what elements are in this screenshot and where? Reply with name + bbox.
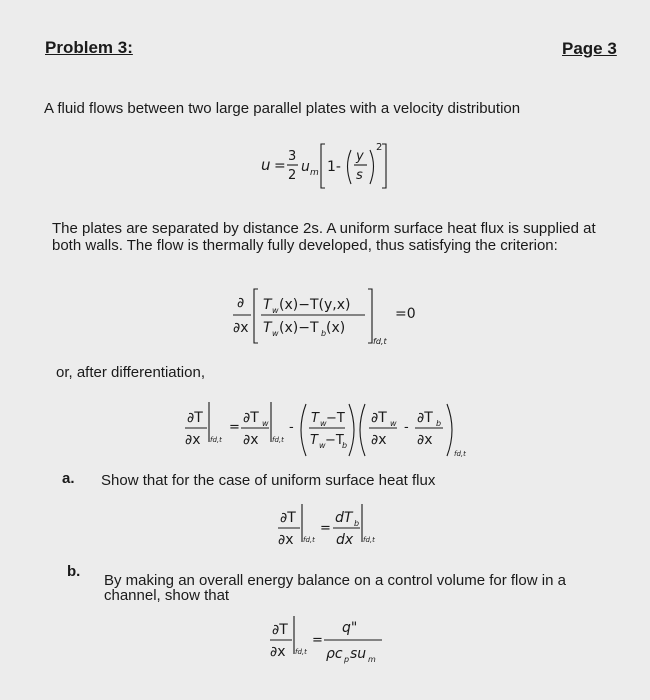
svg-text:∂T: ∂T <box>371 410 387 426</box>
crit-partial: ∂ <box>237 295 245 311</box>
differentiation-text: or, after differentiation, <box>56 364 205 381</box>
svg-text:b: b <box>354 519 360 528</box>
part-a-label: a. <box>62 470 75 487</box>
part-b-text: By making an overall energy balance on a control volume for flow in a channel, show that <box>104 572 566 604</box>
svg-text:∂T: ∂T <box>280 510 296 526</box>
eq-y: y <box>356 149 364 164</box>
svg-text:w: w <box>272 329 279 338</box>
svg-text:(x)−T: (x)−T <box>279 320 319 336</box>
svg-text:∂T: ∂T <box>272 622 288 638</box>
svg-text:w: w <box>262 419 269 428</box>
svg-text:w: w <box>390 419 397 428</box>
svg-text:-: - <box>289 420 294 435</box>
svg-text:w: w <box>272 306 279 315</box>
svg-text:∂T: ∂T <box>417 410 433 426</box>
eq-u: u <box>261 156 271 174</box>
eq-one-minus: 1- <box>327 159 341 175</box>
svg-text:(x): (x) <box>326 320 346 336</box>
svg-text:∂x: ∂x <box>278 532 294 548</box>
eq-exp: 2 <box>376 142 383 153</box>
svg-text:fd,t: fd,t <box>272 436 284 444</box>
plates-text: The plates are separated by distance 2s. A uniform surface heat flux is supplied at both walls. The flow is thermally fully developed, thus satisfying the criterion: <box>52 220 596 254</box>
eq-s: s <box>356 168 363 183</box>
svg-text:∂x: ∂x <box>243 432 259 448</box>
page-number: Page 3 <box>562 39 617 58</box>
svg-text:=: = <box>320 521 331 536</box>
svg-text:∂x: ∂x <box>270 644 286 660</box>
svg-text:w: w <box>320 419 327 428</box>
intro-text: A fluid flows between two large parallel plates with a velocity distribution <box>44 100 521 117</box>
svg-text:=: = <box>274 158 286 174</box>
eq-um-sub: m <box>310 168 319 178</box>
svg-text:∂x: ∂x <box>417 432 433 448</box>
eq-um: u <box>301 159 310 175</box>
eq-coef-den: 2 <box>288 168 297 183</box>
svg-text:su: su <box>350 646 367 662</box>
svg-text:=: = <box>312 633 323 648</box>
svg-text:∂T: ∂T <box>243 410 259 426</box>
svg-text:T: T <box>311 411 319 426</box>
svg-text:∂x: ∂x <box>371 432 387 448</box>
svg-text:fd,t: fd,t <box>454 450 466 458</box>
svg-text:∂x: ∂x <box>185 432 201 448</box>
part-b-equation <box>268 614 398 675</box>
svg-text:T: T <box>310 433 318 448</box>
svg-text:dT: dT <box>335 510 353 526</box>
svg-text:q": q" <box>342 620 358 636</box>
svg-text:(x)−T(y,x): (x)−T(y,x) <box>279 297 351 313</box>
svg-text:b: b <box>342 441 348 450</box>
part-a-equation <box>276 502 406 559</box>
svg-text:dx: dx <box>336 532 354 548</box>
svg-text:∂T: ∂T <box>187 410 203 426</box>
svg-text:fd,t: fd,t <box>295 648 307 656</box>
svg-text:=: = <box>229 420 240 435</box>
svg-text:b: b <box>321 329 327 338</box>
eq-coef-num: 3 <box>288 149 297 164</box>
crit-sub: fd,t <box>373 337 387 346</box>
svg-text:p: p <box>344 655 350 664</box>
part-b-label: b. <box>67 563 81 580</box>
velocity-equation <box>255 130 455 197</box>
svg-text:T: T <box>263 297 272 313</box>
svg-text:b: b <box>436 419 442 428</box>
svg-text:-: - <box>404 420 409 435</box>
differentiated-equation <box>183 398 483 475</box>
crit-zero: =0 <box>395 306 416 322</box>
crit-dx: ∂x <box>233 320 249 336</box>
svg-text:w: w <box>319 441 326 450</box>
svg-text:m: m <box>368 655 376 664</box>
criterion-equation <box>225 285 425 362</box>
svg-text:fd,t: fd,t <box>363 536 375 544</box>
part-a-text: Show that for the case of uniform surface heat flux <box>101 472 436 489</box>
svg-text:−T: −T <box>325 433 344 448</box>
svg-text:ρc: ρc <box>326 646 343 662</box>
svg-text:fd,t: fd,t <box>210 436 222 444</box>
svg-text:−T: −T <box>326 411 345 426</box>
svg-text:fd,t: fd,t <box>303 536 315 544</box>
svg-text:T: T <box>263 320 272 336</box>
problem-header: Problem 3: <box>45 38 133 57</box>
